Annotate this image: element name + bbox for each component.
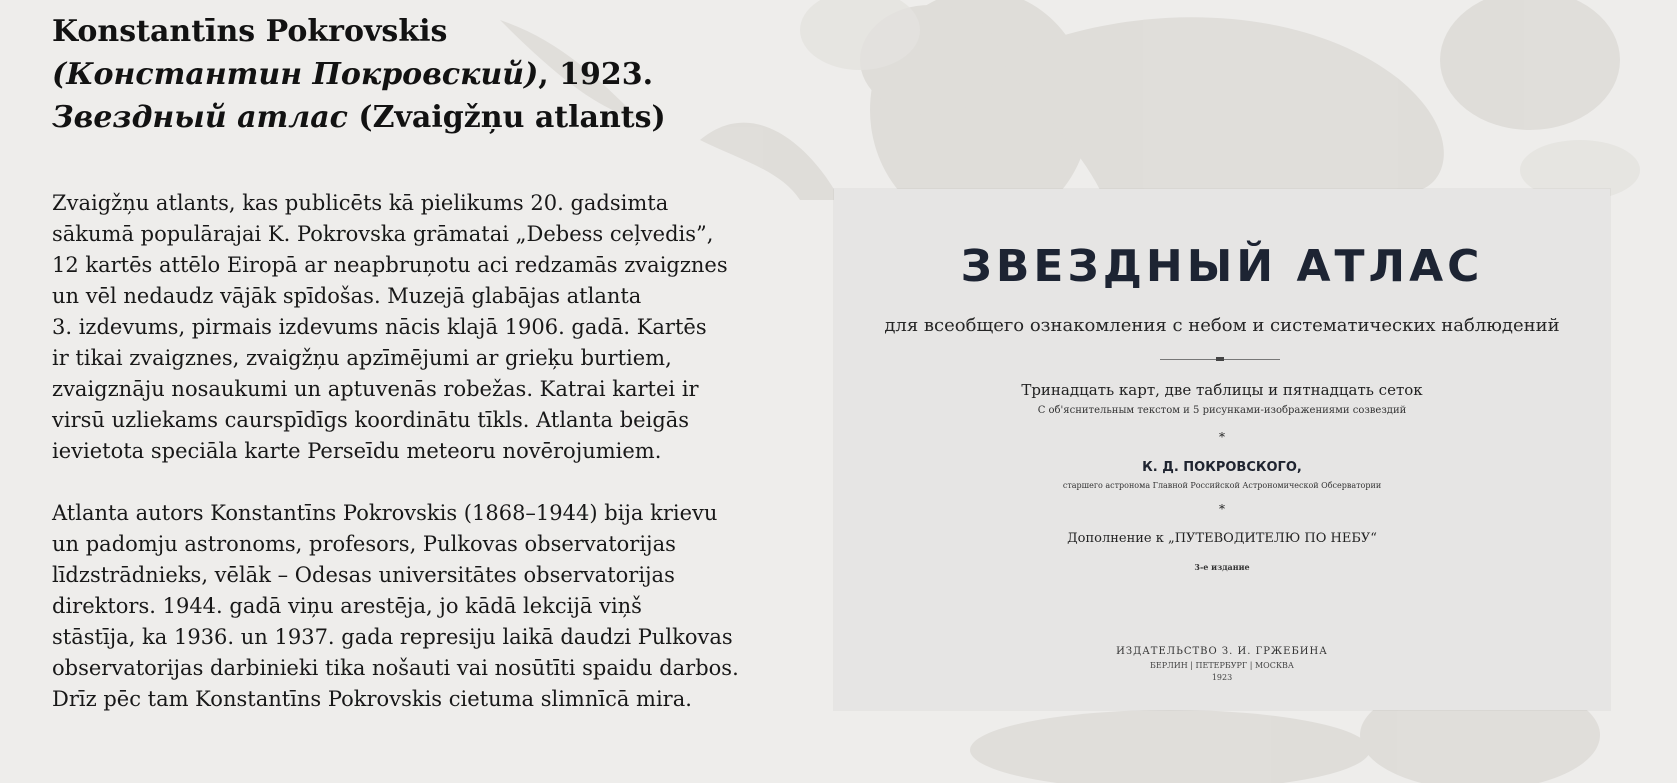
paragraph-atlas: Zvaigžņu atlants, kas publicēts kā pielikums 20. gadsimta sākumā populārajai K. Pokrovska grāmatai „Debess ceļvedis”, 12 kartēs attēlo Eiropā ar neapbruņotu aci redzamās zvaigznes un vēl nedaudz vājāk spīdošas. Muzejā glabājas atlanta 3. izdevums, pirmais izdevums nācis klajā 1906. gadā. Kartēs ir tikai zvaigznes, zvaigžņu apzīmējumi ar grieķu burtiem, zvaigznāju nosaukumi un aptuvenās robežas. Katrai kartei ir virsū uzliekams caurspīdīgs koordinātu tīkls. Atlanta beigās ievietota speciāla karte Perseīdu meteoru novērojumiem. (52, 191, 728, 463)
title-line-2 (52, 53, 666, 96)
title-russian-name: (Константин Покровский) (52, 57, 539, 92)
star-ornament: * (1219, 430, 1225, 444)
atlas-subtitle: для всеобщего ознакомления с небом и систематических наблюдений (884, 315, 1560, 336)
title-russian-work: Звездный атлас (52, 100, 348, 135)
atlas-contents-detail: С об'яснительным текстом и 5 рисунками-изображениями созвездий (1037, 405, 1407, 416)
divider-ornament (1216, 357, 1224, 361)
star-ornament: * (1219, 502, 1225, 516)
title-line-1: Konstantīns Pokrovskis (52, 14, 448, 49)
atlas-edition: 3-е издание (1194, 562, 1250, 572)
atlas-title: ЗВЕЗДНЫЙ АТЛАС (960, 241, 1484, 292)
atlas-year: 1923 (1211, 673, 1233, 682)
title-latvian-work: (Zvaigžņu atlants) (347, 100, 666, 135)
title-year: , 1923. (538, 57, 654, 92)
page-title (52, 10, 666, 139)
paragraph-author: Atlanta autors Konstantīns Pokrovskis (1868–1944) bija krievu un padomju astronoms, profesors, Pulkovas observatorijas līdzstrādnieks, vēlāk – Odesas universitātes observatorijas direktors. 1944. gadā viņu arestēja, jo kādā lekcijā viņš stāstīja, ka 1936. un 1937. gada represiju laikā daudzi Pulkovas observatorijas darbinieki tika nošauti vai nosūtīti spaidu darbos. Drīz pēc tam Konstantīns Pokrovskis cietuma slimnīcā mira. (52, 501, 739, 711)
description-text (52, 188, 772, 715)
atlas-supplement: Дополнение к „ПУТЕВОДИТЕЛЮ ПО НЕБУ“ (1067, 531, 1377, 546)
atlas-cities: БЕРЛИН | ПЕТЕРБУРГ | МОСКВА (1149, 661, 1294, 670)
title-line-3 (52, 96, 666, 139)
atlas-author-role: старшего астронома Главной Российской Астрономической Обсерватории (1062, 481, 1382, 490)
atlas-author: К. Д. ПОКРОВСКОГО, (1142, 460, 1302, 475)
atlas-title-page-image (834, 189, 1610, 710)
atlas-contents-line: Тринадцать карт, две таблицы и пятнадцать сеток (1021, 381, 1423, 399)
atlas-publisher: ИЗДАТЕЛЬСТВО З. И. ГРЖЕБИНА (1116, 646, 1328, 657)
